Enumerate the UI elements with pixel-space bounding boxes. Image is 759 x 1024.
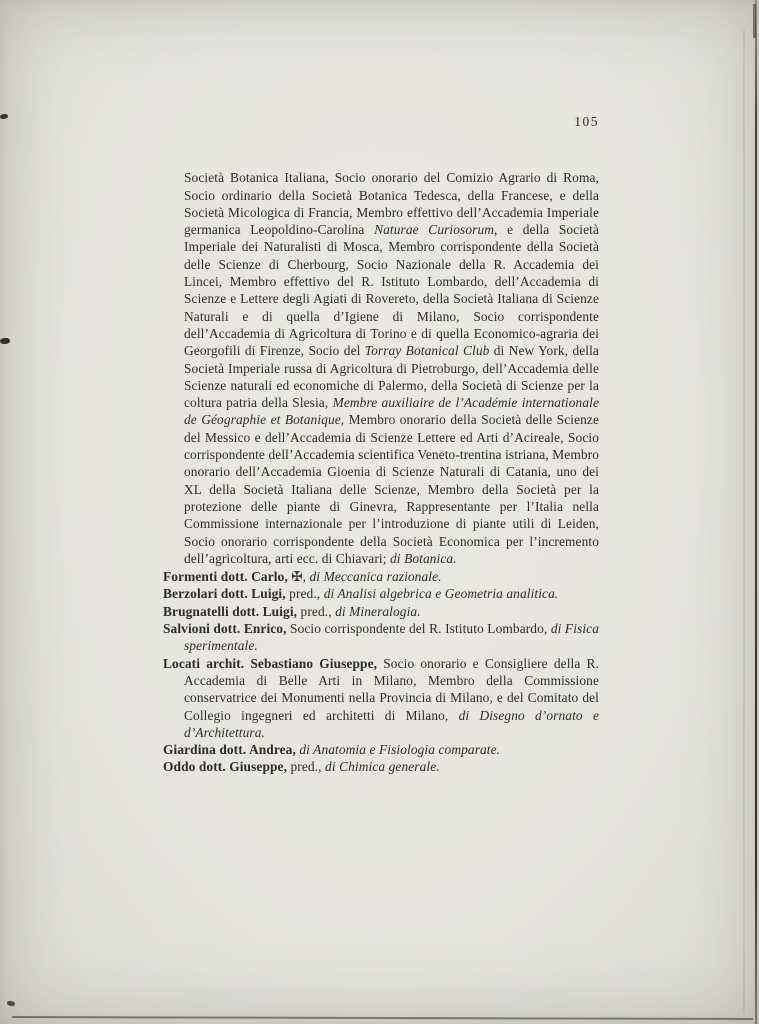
- text-run: di Disegno d’ornato e d’Architettura.: [184, 707, 599, 740]
- text-run: di Anatomia e Fisiologia comparate.: [299, 742, 501, 758]
- text-run: Società Botanica Italiana, Socio onorario del Comizio Agrario di Roma, Socio ordinario della Società Botanica Tedesca, della Francese, e della Società Micologica di Francia, Membro effettivo dell’Accademia Imperiale germanica Leopoldino-Carolina: [184, 170, 599, 238]
- faculty-entry-oddo: [163, 758, 599, 775]
- page-edge-line-right: [755, 0, 757, 1024]
- text-run: pred.,: [290, 759, 326, 775]
- faculty-entry-locati: [163, 655, 599, 741]
- faculty-entry-giardina: [163, 741, 599, 758]
- text-run: ✠,: [291, 569, 310, 585]
- text-run: Torray Botanical Club: [364, 343, 490, 359]
- text-run: Locati archit. Sebastiano Giuseppe,: [163, 655, 384, 671]
- text-run: Formenti dott. Carlo,: [163, 569, 292, 585]
- text-run: Membre auxiliaire de l’Académie internationale de Géographie et Botanique,: [184, 395, 599, 428]
- text-run: Naturae Curiosorum: [374, 222, 495, 238]
- faculty-list: [163, 568, 599, 776]
- text-run: di Botanica.: [390, 550, 457, 566]
- text-run: Giardina dott. Andrea,: [163, 742, 300, 758]
- faculty-entry-formenti: [163, 568, 599, 585]
- text-run: Salvioni dott. Enrico,: [163, 621, 291, 637]
- text-run: di Analisi algebrica e Geometria analitica.: [323, 586, 559, 602]
- text-run: di Fisica sperimentale.: [184, 621, 599, 654]
- text-run: Socio corrispondente del R. Istituto Lombardo,: [290, 621, 551, 637]
- scan-ink-mark: [0, 338, 10, 345]
- scan-ink-mark: [7, 1000, 16, 1006]
- scan-corner-mark: [753, 4, 756, 38]
- membership-paragraph: [163, 169, 599, 567]
- text-run: di Chimica generale.: [325, 759, 440, 775]
- page-edge-streak: [743, 30, 745, 1014]
- page-number: 105: [574, 114, 599, 129]
- text-run: pred.,: [300, 603, 336, 619]
- text-run: Brugnatelli dott. Luigi,: [163, 603, 301, 619]
- text-run: di Meccanica razionale.: [309, 569, 442, 585]
- faculty-entry-salvioni: [163, 620, 599, 655]
- text-run: Oddo dott. Giuseppe,: [163, 759, 291, 775]
- faculty-entry-berzolari: [163, 585, 599, 602]
- text-run: pred.,: [289, 586, 324, 602]
- page-edge-line-bottom: [12, 1016, 753, 1020]
- text-run: di Mineralogia.: [335, 603, 421, 619]
- text-run: Socio onorario e Consigliere della R. Accademia di Belle Arti in Milano, Membro della Commissione conservatrice dei Monumenti nella Provincia di Milano, e del Comitato del Collegio ingegneri ed architetti di Milano,: [184, 655, 599, 723]
- text-run: di New York, della Società Imperiale russa di Agricoltura di Pietroburgo, dell’Accademia delle Scienze naturali ed economiche di Palermo, della Società di Scienze per la coltura patria della Slesia,: [184, 343, 599, 411]
- text-run: , e della Società Imperiale dei Naturalisti di Mosca, Membro corrispondente della Società delle Scienze di Cherbourg, Socio Nazionale della R. Accademia dei Lincei, Membro effettivo del R. Istituto Lombardo, dell’Accademia di Scienze e Lettere degli Agiati di Rovereto, della Società Italiana di Scienze Naturali e di quella d’Igiene di Milano, Socio corrispondente dell’Accademia di Agricoltura di Torino e di quella Economico-agraria dei Georgofili di Firenze, Socio del: [184, 222, 600, 359]
- faculty-entry-brugnatelli: [163, 603, 599, 620]
- text-run: Berzolari dott. Luigi,: [163, 586, 290, 602]
- scan-ink-mark: [0, 113, 8, 119]
- text-block: [163, 113, 599, 776]
- text-run: Membro onorario della Società delle Scienze del Messico e dell’Accademia di Scienze Lettere ed Arti d’Acireale, Socio corrispondente dell’Accademia scientifica Veneto-trentina istriana, Membro onorario dell’Accademia Gioenia di Scienze Naturali di Catania, uno dei XL della Società Italiana delle Scienze, Membro della Società per la protezione delle piante di Ginevra, Rappresentante per l’Italia nella Commissione internazionale per l’introduzione di piante utili di Leiden, Socio onorario corrispondente della Società Economica per l’incremento dell’agricoltura, arti ecc. di Chiavari;: [184, 412, 599, 566]
